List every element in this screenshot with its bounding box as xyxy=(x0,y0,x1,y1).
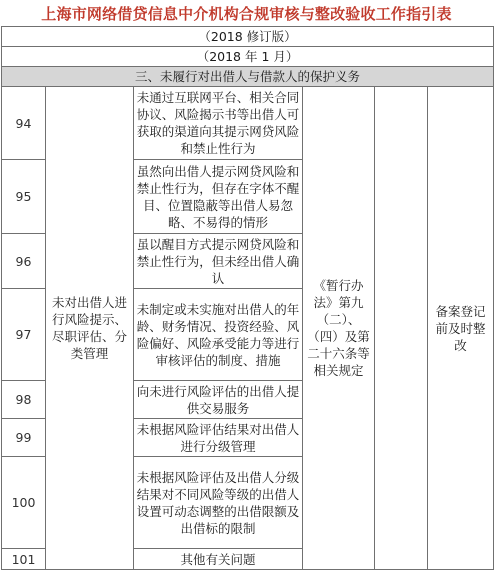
row-content: 未制定或未实施对出借人的年龄、财务情况、投资经验、风险偏好、风险承受能力等进行审核评估的制度、措施 xyxy=(134,289,303,381)
date-cell: （2018 年 1 月） xyxy=(2,47,494,67)
action-cell: 备案登记前及时整改 xyxy=(428,87,494,570)
row-number: 99 xyxy=(2,419,46,457)
row-number: 98 xyxy=(2,381,46,419)
guideline-table xyxy=(1,26,494,570)
row-content: 未根据风险评估及出借人分级结果对不同风险等级的出借人设置可动态调整的出借限额及出借标的限制 xyxy=(134,457,303,549)
row-number: 94 xyxy=(2,87,46,160)
row-number: 101 xyxy=(2,549,46,570)
edition-cell: （2018 修订版） xyxy=(2,27,494,47)
row-content: 其他有关问题 xyxy=(134,549,303,570)
category-cell: 未对出借人进行风险提示、尽职评估、分类管理 xyxy=(46,87,134,570)
blank-cell xyxy=(375,87,428,570)
row-number: 100 xyxy=(2,457,46,549)
row-number: 95 xyxy=(2,160,46,234)
row-content: 未根据风险评估结果对出借人进行分级管理 xyxy=(134,419,303,457)
document-title: 上海市网络借贷信息中介机构合规审核与整改验收工作指引表 xyxy=(41,4,452,23)
section-row xyxy=(2,67,494,87)
basis-cell: 《暂行办法》第九（二）、（四）及第二十六条等相关规定 xyxy=(303,87,375,570)
section-heading: 三、未履行对出借人与借款人的保护义务 xyxy=(2,67,494,87)
row-content: 虽以醒目方式提示网贷风险和禁止性行为，但未经出借人确认 xyxy=(134,234,303,289)
edition-row xyxy=(2,27,494,47)
table-row xyxy=(2,87,494,160)
row-content: 向未进行风险评估的出借人提供交易服务 xyxy=(134,381,303,419)
row-number: 96 xyxy=(2,234,46,289)
row-content: 未通过互联网平台、相关合同协议、风险揭示书等出借人可获取的渠道向其提示网贷风险和禁止性行为 xyxy=(134,87,303,160)
row-content: 虽然向出借人提示网贷风险和禁止性行为，但存在字体不醒目、位置隐蔽等出借人易忽略、不易得的情形 xyxy=(134,160,303,234)
row-number: 97 xyxy=(2,289,46,381)
date-row xyxy=(2,47,494,67)
